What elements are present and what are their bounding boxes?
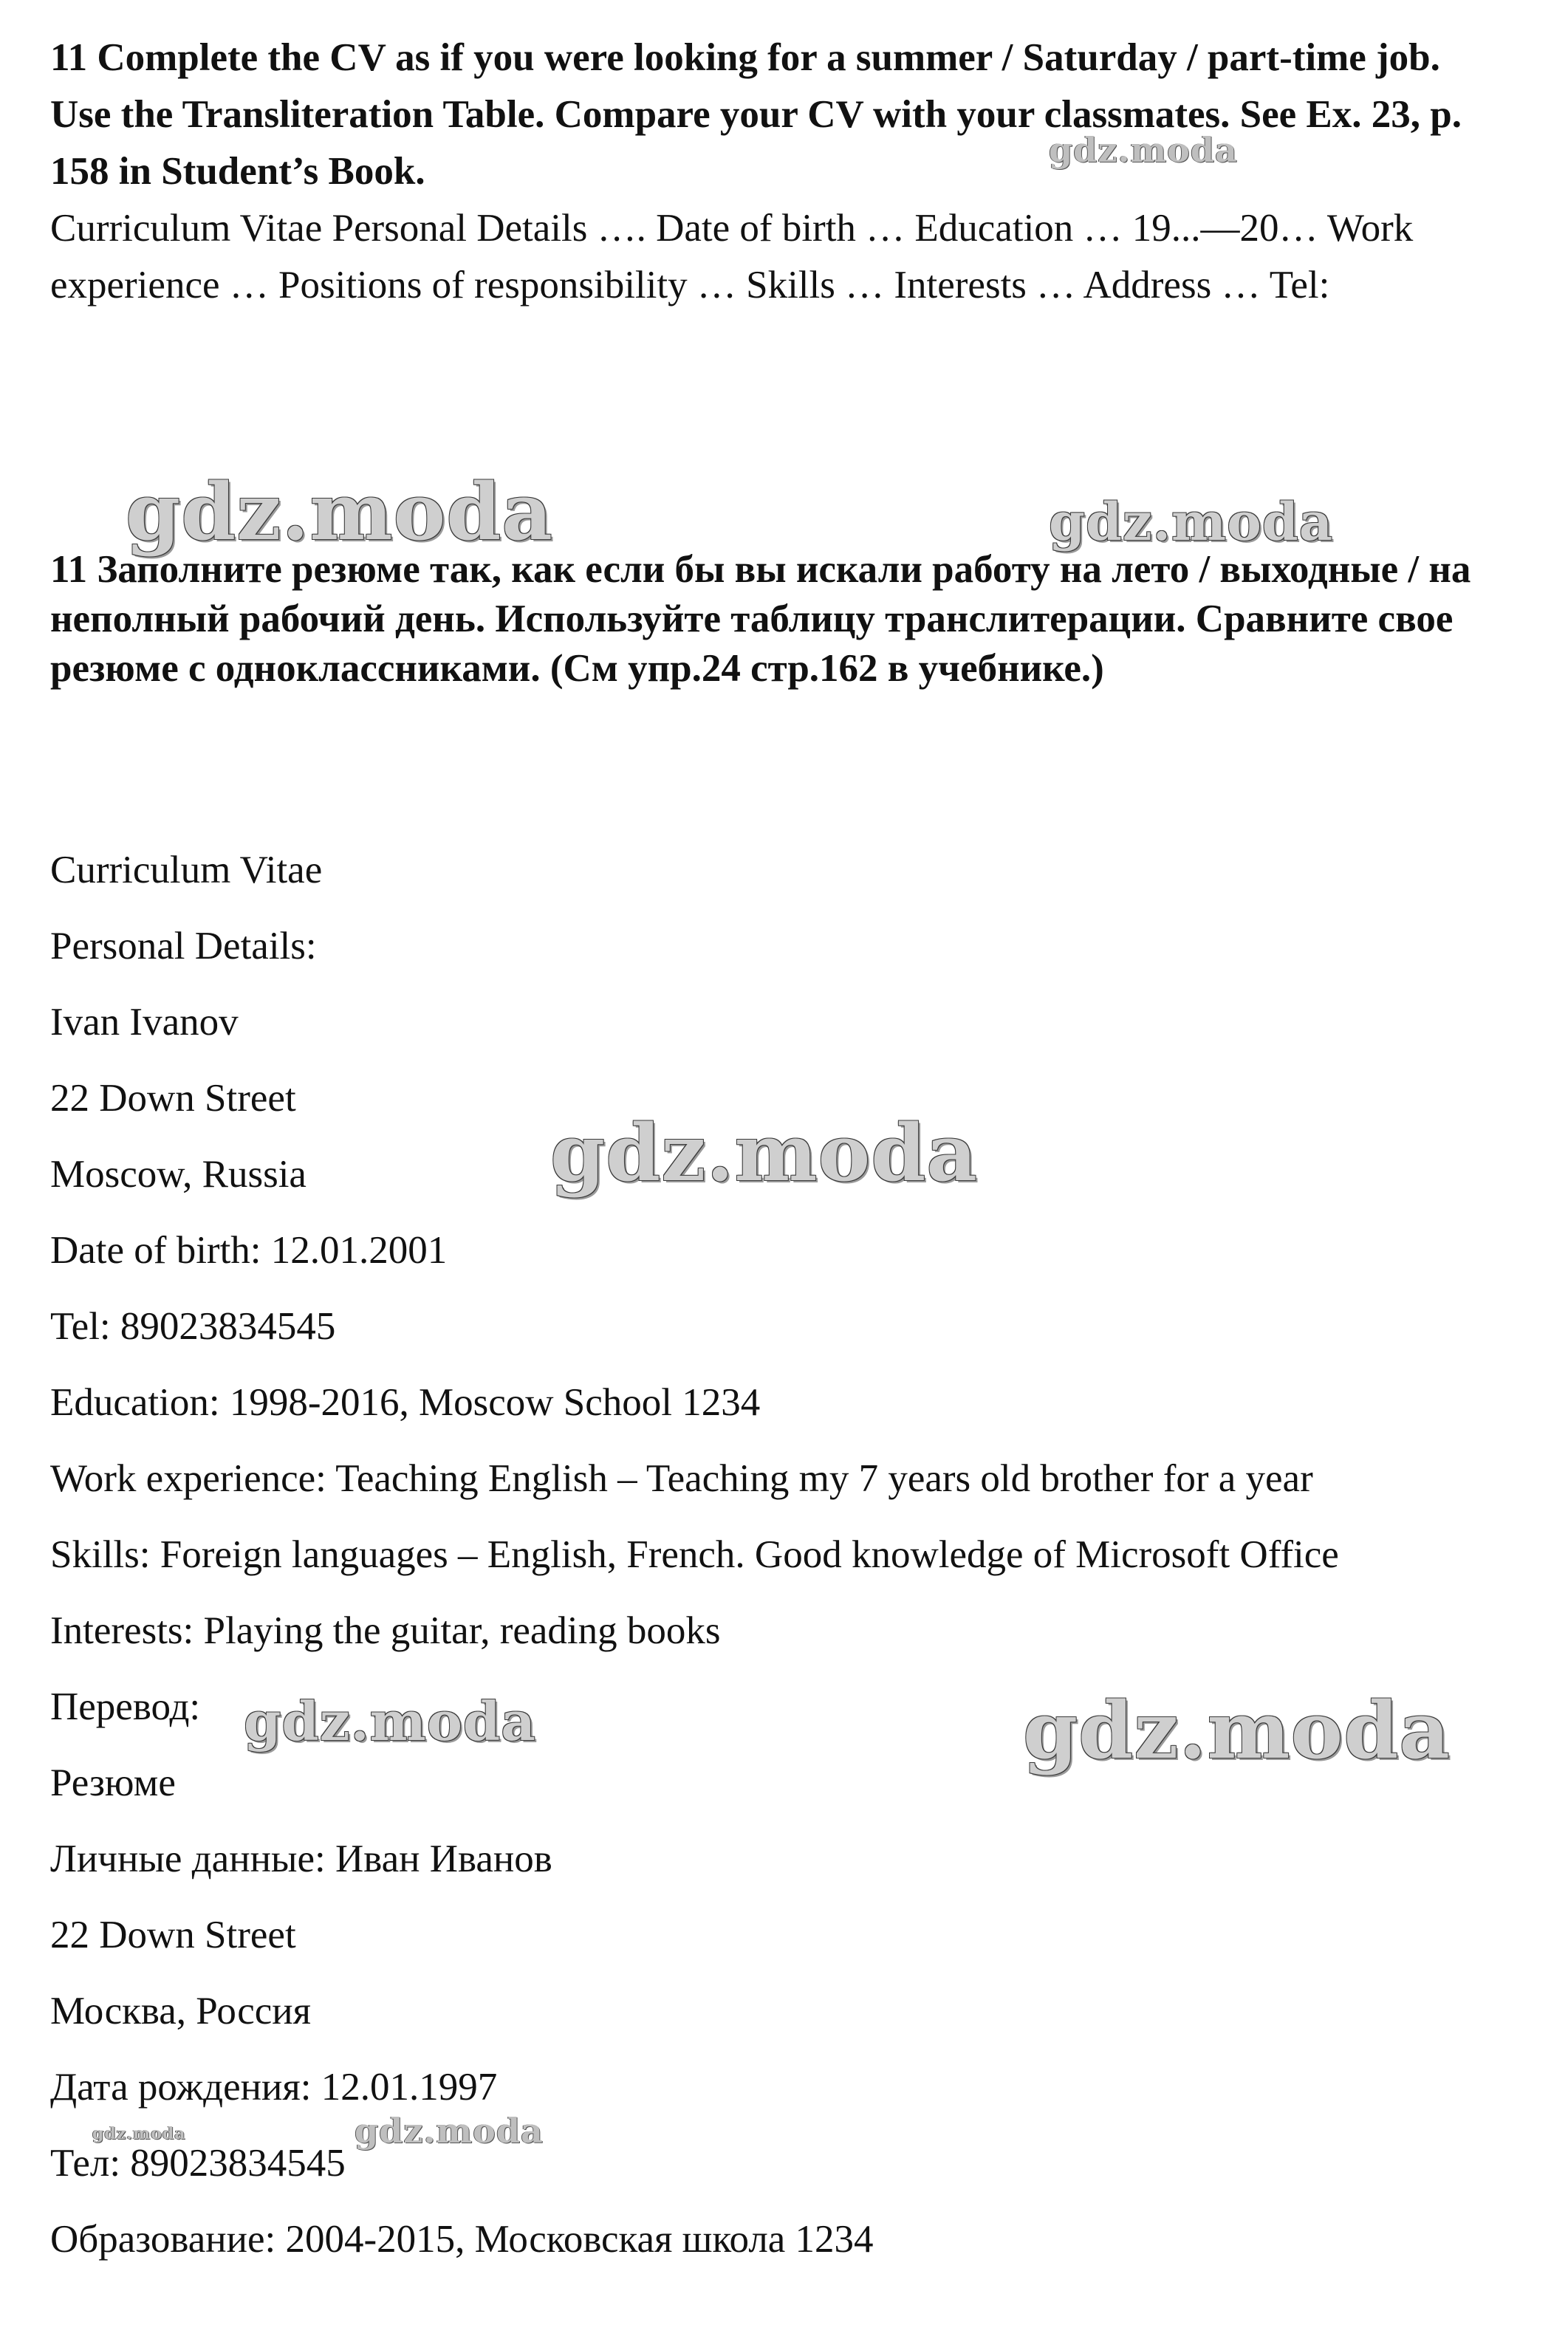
translation-label: Перевод: xyxy=(50,1685,201,1728)
cv-line-skills: Skills: Foreign languages – English, French. Good knowledge of Microsoft Office xyxy=(50,1533,1339,1576)
cv-line-city: Moscow, Russia xyxy=(50,1153,307,1196)
cv-line-name: Ivan Ivanov xyxy=(50,1001,239,1044)
task-russian xyxy=(50,545,1498,694)
cv-ru-line-city: Москва, Россия xyxy=(50,1990,312,2033)
watermark: gdz.moda xyxy=(550,1106,978,1199)
watermark: gdz.moda xyxy=(1049,491,1334,552)
task-english xyxy=(50,30,1498,314)
watermark: gdz.moda xyxy=(355,2111,544,2151)
cv-line-tel: Tel: 89023834545 xyxy=(50,1305,336,1348)
cv-line-work-experience: Work experience: Teaching English – Teaching my 7 years old brother for a year xyxy=(50,1457,1313,1500)
cv-line-title: Curriculum Vitae xyxy=(50,849,323,891)
cv-line-date-of-birth: Date of birth: 12.01.2001 xyxy=(50,1229,448,1272)
cv-line-education: Education: 1998-2016, Moscow School 1234 xyxy=(50,1381,761,1424)
cv-ru-line-date-of-birth: Дата рождения: 12.01.1997 xyxy=(50,2066,498,2109)
task-english-template: Curriculum Vitae Personal Details …. Date of birth … Education … 19...—20… Work experience … Positions of responsibility … Skills … Interests … Address … Tel: xyxy=(50,207,1414,306)
task-russian-heading: 11 Заполните резюме так, как если бы вы искали работу на лето / выходные / на неполный рабочий день. Используйте таблицу транслитерации. Сравните свое резюме с одноклассниками. (См упр.24 стр.162 в учебнике.) xyxy=(50,548,1471,690)
task-english-heading: 11 Complete the CV as if you were looking for a summer / Saturday / part-time job. Use the Transliteration Table. Compare your CV with your classmates. See Ex. 23, p. 158 in Student’s Book. xyxy=(50,36,1462,193)
cv-line-interests: Interests: Playing the guitar, reading books xyxy=(50,1609,721,1652)
watermark: gdz.moda xyxy=(126,465,553,558)
watermark: gdz.moda xyxy=(244,1690,536,1753)
cv-ru-line-education: Образование: 2004-2015, Московская школа 1234 xyxy=(50,2218,874,2261)
watermark: gdz.moda xyxy=(92,2124,186,2143)
cv-line-personal-details: Personal Details: xyxy=(50,925,317,968)
cv-ru-line-street: 22 Down Street xyxy=(50,1914,296,1956)
cv-line-street: 22 Down Street xyxy=(50,1077,296,1120)
watermark: gdz.moda xyxy=(1049,130,1238,170)
cv-ru-line-title: Резюме xyxy=(50,1761,176,1804)
cv-ru-line-personal-details: Личные данные: Иван Иванов xyxy=(50,1838,552,1880)
watermark: gdz.moda xyxy=(1023,1684,1451,1776)
cv-ru-line-tel: Тел: 89023834545 xyxy=(50,2142,346,2185)
